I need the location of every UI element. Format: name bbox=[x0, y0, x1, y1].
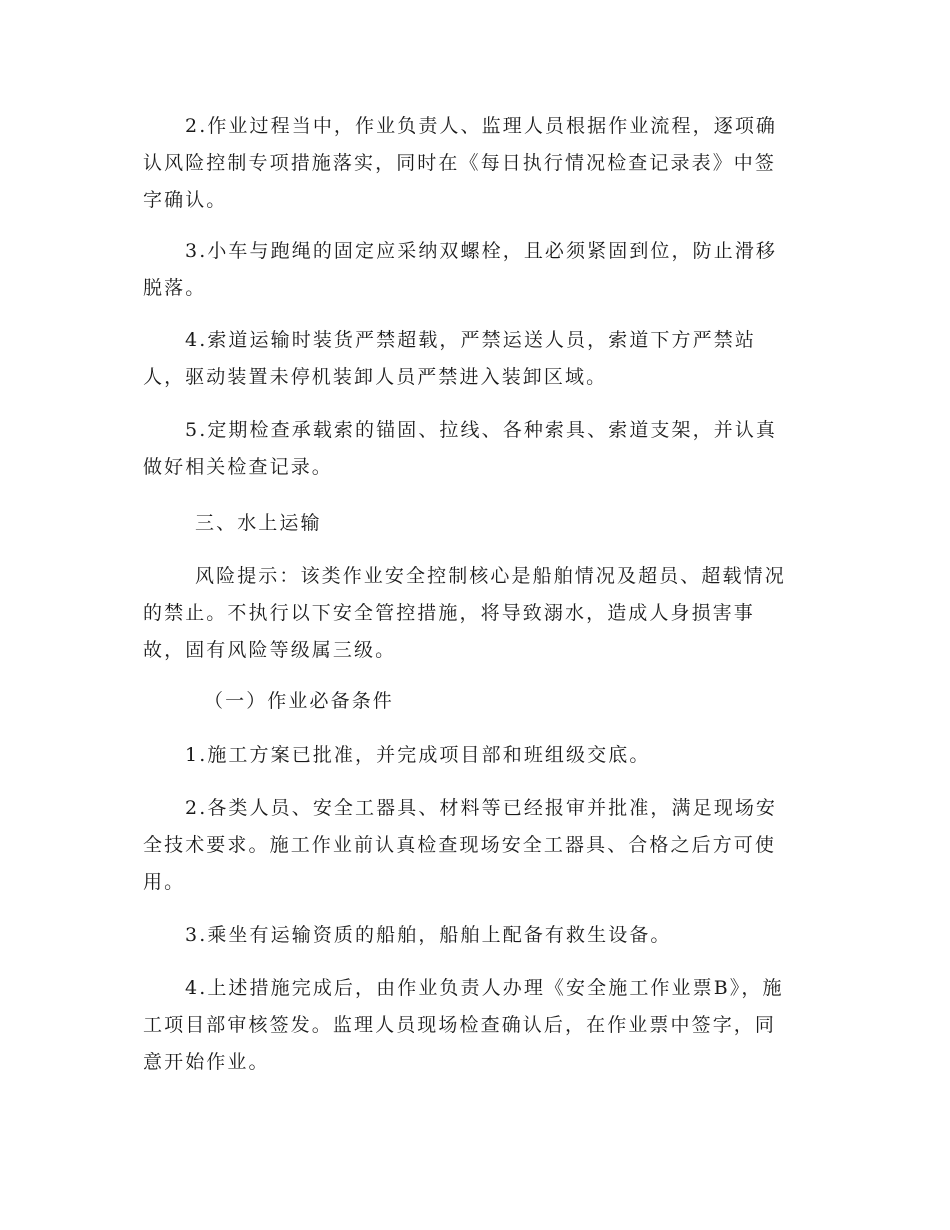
subsection-heading bbox=[204, 683, 394, 720]
paragraph-condition-1 bbox=[185, 737, 650, 774]
text-line: 人，驱动装置未停机装卸人员严禁进入装卸区域。 bbox=[143, 366, 608, 388]
text-line: 4.上述措施完成后，由作业负责人办理《安全施工作业票B》，施 bbox=[185, 977, 784, 999]
paragraph-condition-4 bbox=[143, 970, 784, 1081]
text-line: 2.各类人员、安全工器具、材料等已经报审并批准，满足现场安 bbox=[185, 797, 778, 819]
text-line: 风险提示：该类作业安全控制核心是船舶情况及超员、超载情况 bbox=[195, 565, 786, 587]
text-line: 意开始作业。 bbox=[143, 1051, 270, 1073]
paragraph-item-3 bbox=[143, 233, 777, 307]
text-line: 的禁止。不执行以下安全管控措施，将导致溺水，造成人身损害事 bbox=[143, 602, 755, 624]
risk-notice-paragraph bbox=[143, 558, 786, 669]
text-line: 4.索道运输时装货严禁超载，严禁运送人员，索道下方严禁站 bbox=[185, 329, 756, 351]
text-line: 脱落。 bbox=[143, 277, 207, 299]
heading-text: （一）作业必备条件 bbox=[204, 690, 394, 712]
text-line: 工项目部审核签发。监理人员现场检查确认后，在作业票中签字，同 bbox=[143, 1014, 777, 1036]
text-line: 字确认。 bbox=[143, 189, 228, 211]
text-line: 全技术要求。施工作业前认真检查现场安全工器具、合格之后方可使 bbox=[143, 834, 777, 856]
paragraph-condition-3 bbox=[185, 917, 672, 954]
paragraph-condition-2 bbox=[143, 790, 777, 901]
text-line: 用。 bbox=[143, 871, 186, 893]
heading-text: 三、水上运输 bbox=[195, 512, 322, 534]
text-line: 5.定期检查承载索的锚固、拉线、各种索具、索道支架，并认真 bbox=[185, 419, 778, 441]
text-line: 3.乘坐有运输资质的船舶，船舶上配备有救生设备。 bbox=[185, 924, 672, 946]
text-line: 2.作业过程当中，作业负责人、监理人员根据作业流程，逐项确 bbox=[185, 115, 778, 137]
text-line: 故，固有风险等级属三级。 bbox=[143, 639, 397, 661]
text-line: 1.施工方案已批准，并完成项目部和班组级交底。 bbox=[185, 744, 651, 766]
paragraph-item-2 bbox=[143, 108, 777, 219]
paragraph-item-4 bbox=[143, 322, 756, 396]
section-heading bbox=[195, 505, 322, 542]
paragraph-item-5 bbox=[143, 412, 777, 486]
text-line: 3.小车与跑绳的固定应采纳双螺栓，且必须紧固到位，防止滑移 bbox=[185, 240, 778, 262]
text-line: 做好相关检查记录。 bbox=[143, 456, 333, 478]
text-line: 认风险控制专项措施落实，同时在《每日执行情况检查记录表》中签 bbox=[143, 152, 777, 174]
